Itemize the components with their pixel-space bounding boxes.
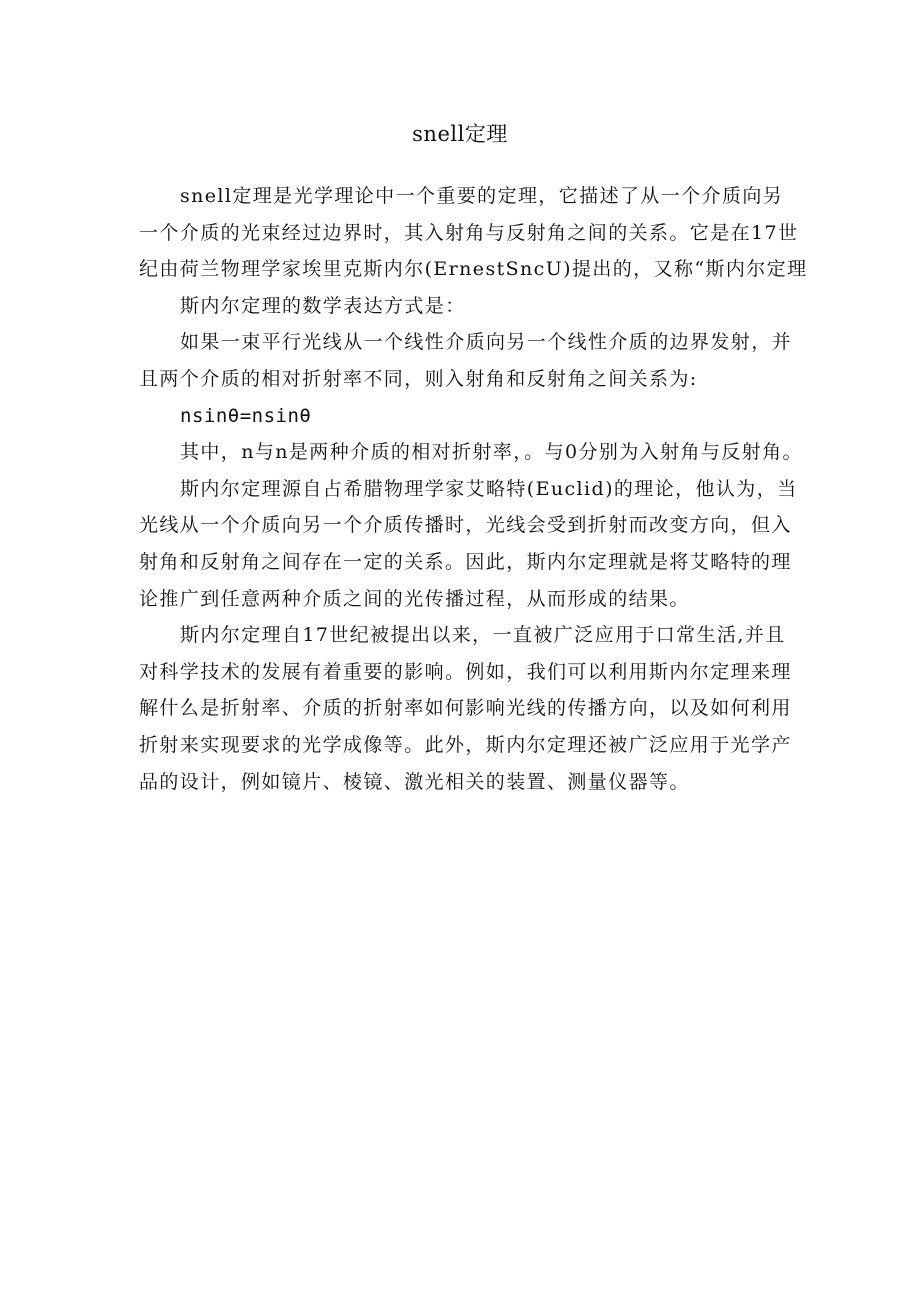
- text-line: 射角和反射角之间存在一定的关系。因此，斯内尔定理就是将艾略特的理: [139, 550, 792, 573]
- paragraph-definitions: [139, 434, 803, 471]
- text-line: 斯内尔定理的数学表达方式是：: [180, 294, 466, 317]
- text-line: snell定理是光学理论中一个重要的定理，它描述了从一个介质向另: [180, 185, 784, 207]
- paragraph-applications: [139, 617, 792, 800]
- text-line: 一个介质的光束经过边界时，其入射角与反射角之间的关系。它是在17世: [139, 221, 799, 244]
- paragraph-condition: [139, 324, 793, 397]
- text-line: 论推广到任意两种介质之间的光传播过程，从而形成的结果。: [139, 587, 690, 610]
- text-line: 斯内尔定理源自占希腊物理学家艾略特(Euclid)的理论，他认为，当: [180, 477, 798, 500]
- text-line: 如果一束平行光线从一个线性介质向另一个线性介质的边界发射，并: [180, 331, 793, 354]
- document-body: [139, 178, 808, 800]
- text-line: 其中，n与n是两种介质的相对折射率，。与0分别为入射角与反射角。: [180, 441, 803, 464]
- text-line: 斯内尔定理自17世纪被提出以来，一直被广泛应用于口常生活,并且: [180, 624, 786, 647]
- text-line: 对科学技术的发展有着重要的影响。例如，我们可以利用斯内尔定理来理: [139, 660, 792, 683]
- document-title: snell定理: [412, 122, 508, 146]
- formula-line: nsinθ=nsinθ: [180, 404, 312, 427]
- text-line: 品的设计，例如镜片、棱镜、激光相关的装置、测量仪器等。: [139, 770, 690, 793]
- paragraph-origin: [139, 471, 798, 617]
- snell-formula: [139, 398, 785, 435]
- text-line: 解什么是折射率、介质的折射率如何影响光线的传播方向，以及如何利用: [139, 697, 792, 720]
- text-line: 纪由荷兰物理学家埃里克斯内尔(ErnestSncU)提出的，又称“斯内尔定理: [139, 258, 808, 281]
- text-line: 折射来实现要求的光学成像等。此外，斯内尔定理还被广泛应用于光学产: [139, 733, 792, 756]
- paragraph-expression-heading: [139, 288, 785, 325]
- text-line: 光线从一个介质向另一个介质传播时，光线会受到折射而改变方向，但入: [139, 514, 792, 537]
- paragraph-intro: [139, 178, 808, 288]
- text-line: 且两个介质的相对折射率不同，则入射角和反射角之间关系为:: [139, 367, 698, 390]
